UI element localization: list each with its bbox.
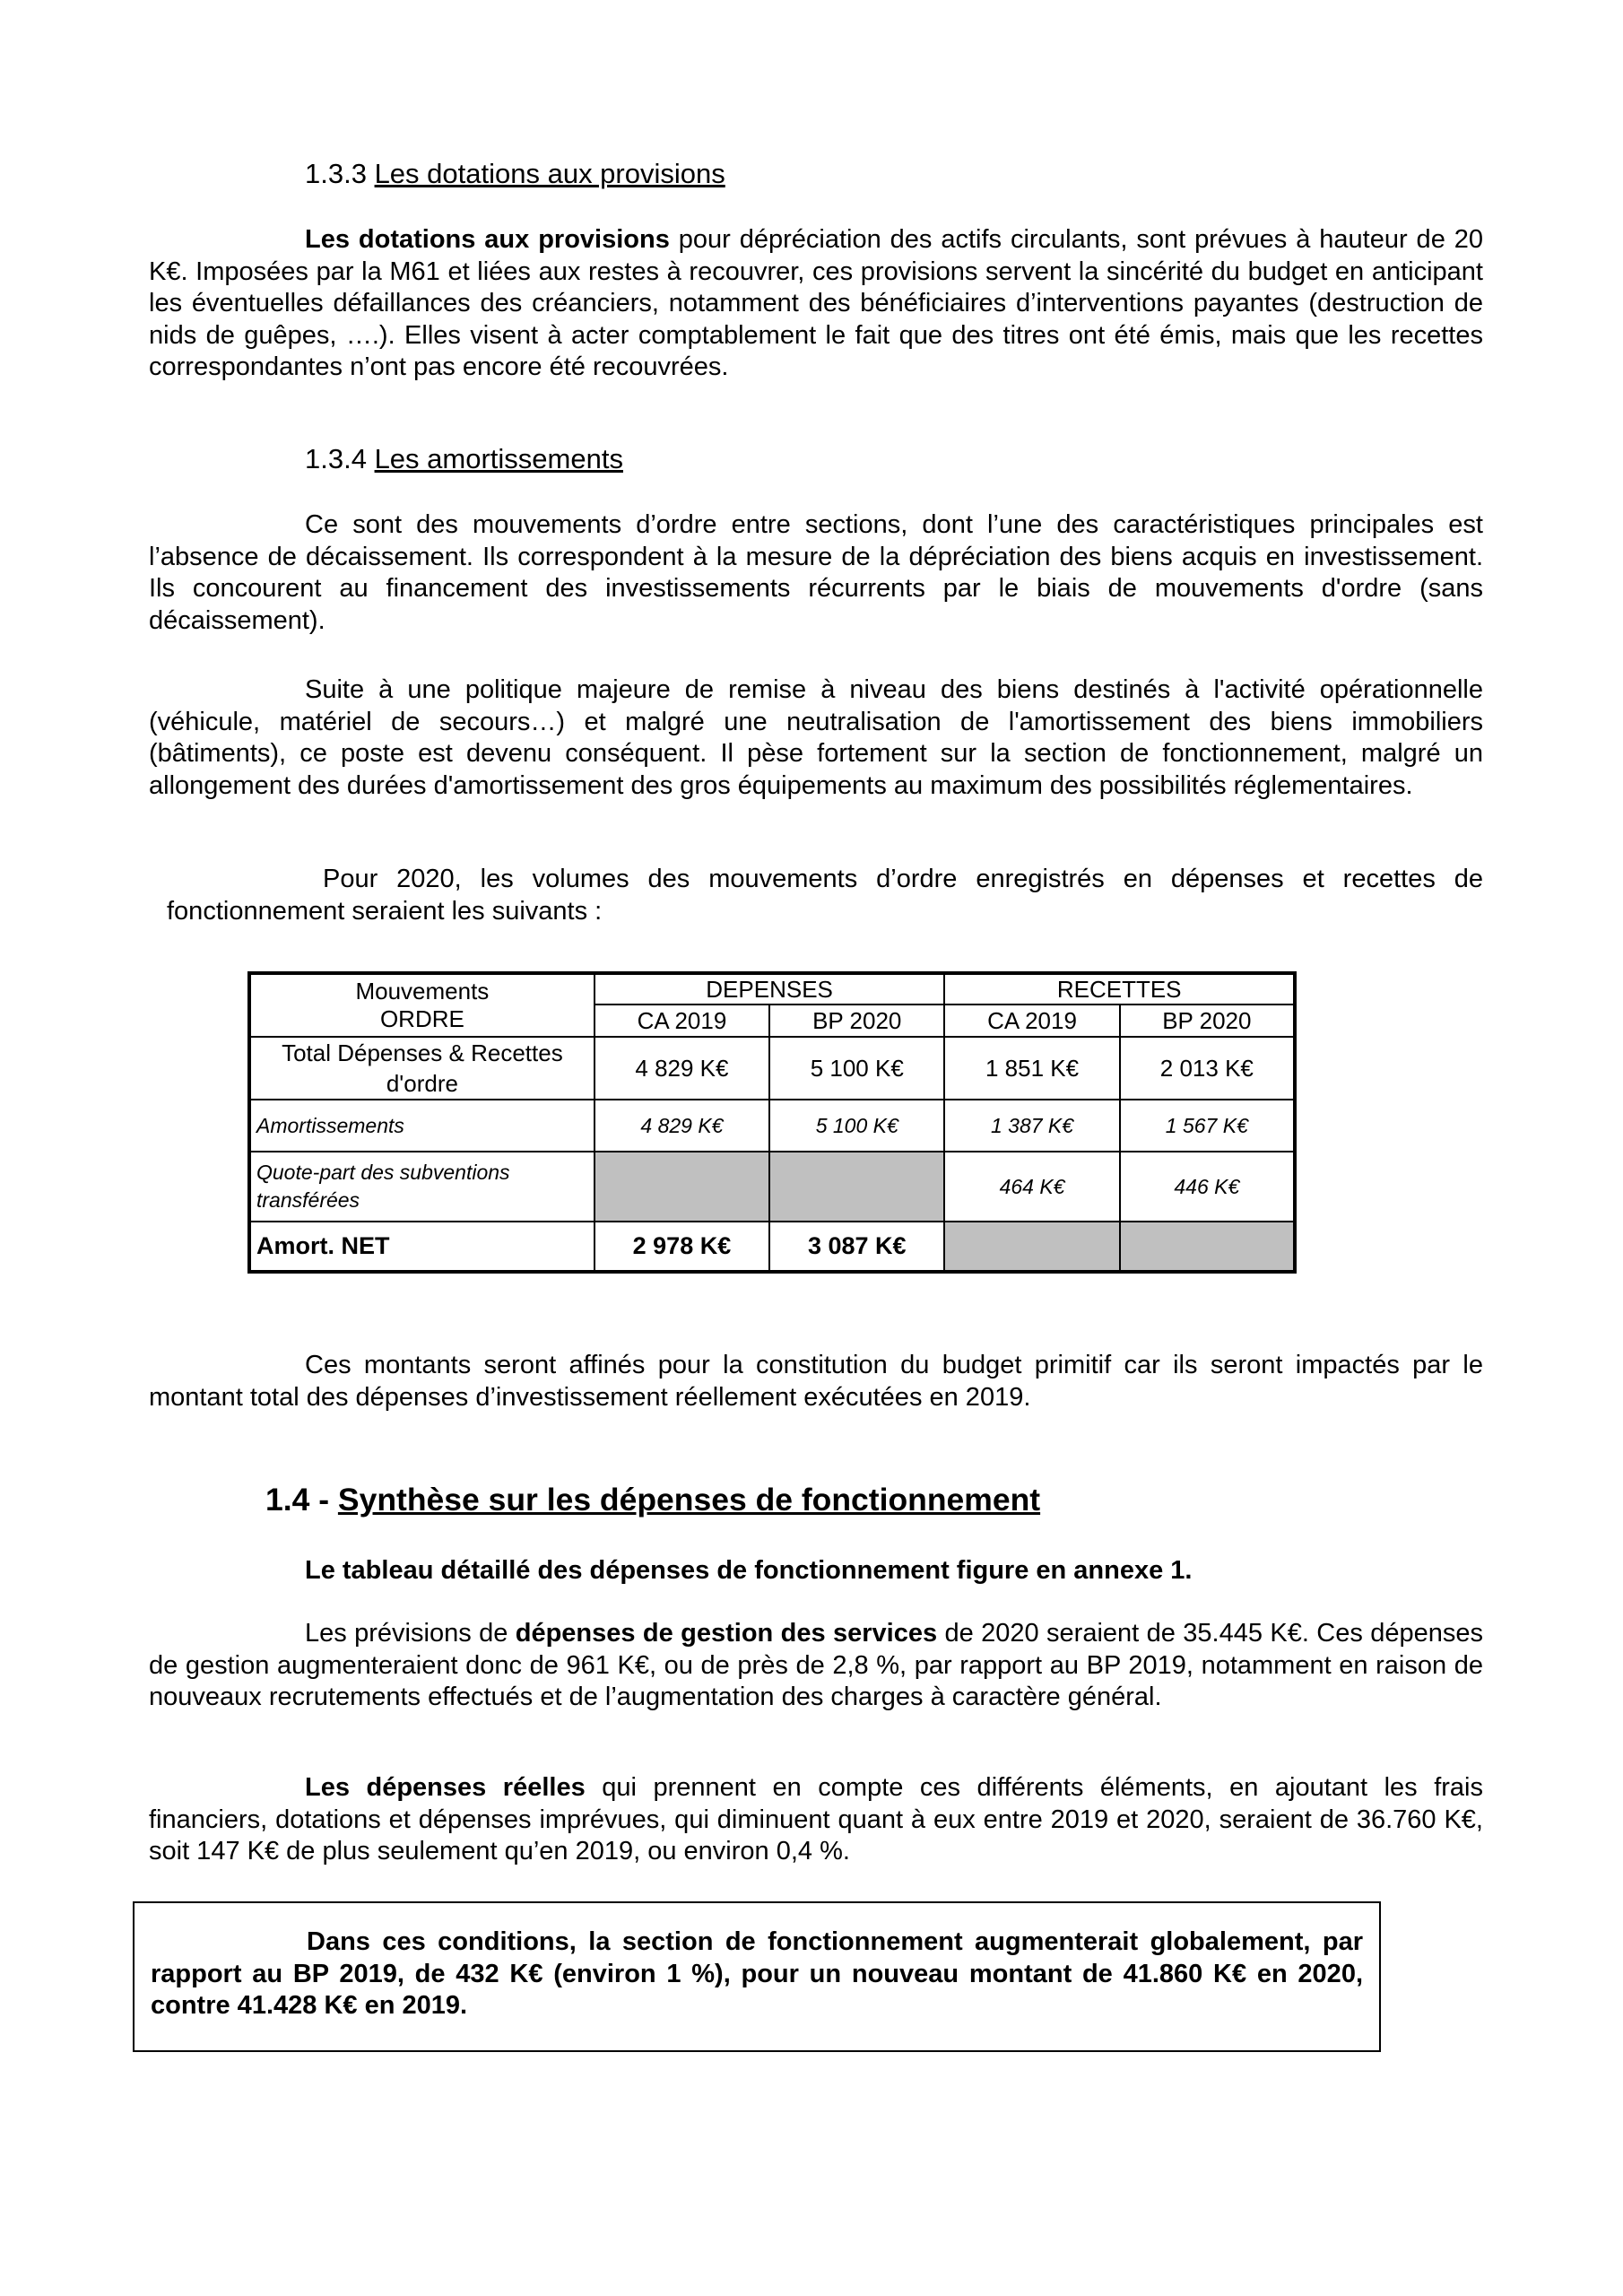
corner-line-1: Mouvements	[355, 978, 490, 1004]
subheader-cell: BP 2020	[769, 1004, 944, 1037]
table-row-amort-net	[249, 1222, 1295, 1272]
empty-grey-cell	[944, 1222, 1119, 1272]
section-heading-1-3-4	[305, 443, 623, 475]
paragraph-depenses-reelles	[149, 1772, 1483, 1868]
subheader-cell: BP 2020	[1120, 1004, 1295, 1037]
paragraph-text: pour dépréciation des actifs circulants, sont prévues à hauteur de 20 K€. Imposées par la M61 et liées aux restes à recouvrer, ces provisions servent la sincérité du budget en anticipant les éventuelles défaillances des créanciers, notamment des bénéficiaires d’interventions payantes (destruction de nids de guêpes, ….). Elles visent à acter comptablement le fait que des titres ont été émis, mais que les recettes correspondantes n’ont pas encore été recouvrées.	[149, 225, 1483, 381]
table-cell: 4 829 K€	[595, 1037, 769, 1100]
ordre-table	[247, 971, 1297, 1274]
section-title: Les dotations aux provisions	[374, 158, 725, 189]
row-label: Total Dépenses & Recettes d'ordre	[249, 1037, 595, 1100]
table-cell: 2 978 K€	[595, 1222, 769, 1272]
section-title: Synthèse sur les dépenses de fonctionnement	[337, 1482, 1041, 1518]
paragraph-text: Pour 2020, les volumes des mouvements d’ordre enregistrés en dépenses et recettes de fonctionnement seraient les suivants :	[167, 865, 1483, 926]
subheader-cell: CA 2019	[944, 1004, 1119, 1037]
conclusion-text: Dans ces conditions, la section de fonctionnement augmenterait globalement, par rapport au BP 2019, de 432 K€ (environ 1 %), pour un nouveau montant de 41.860 K€ en 2020, contre 41.428 K€ en 2019.	[151, 1927, 1363, 2020]
paragraph-text: Ce sont des mouvements d’ordre entre sections, dont l’une des caractéristiques principales est l’absence de décaissement. Ils correspondent à la mesure de la dépréciation des biens acquis en investissement. Ils concourent au financement des investissements récurrents par le biais de mouvements d'ordre (sans décaissement).	[149, 510, 1483, 635]
table-cell: 5 100 K€	[769, 1100, 944, 1152]
row-label: Amortissements	[249, 1100, 595, 1152]
section-title: Les amortissements	[374, 443, 623, 474]
section-heading-1-4	[265, 1482, 1040, 1518]
table-cell: 1 387 K€	[944, 1100, 1119, 1152]
section-heading-1-3-3	[305, 158, 725, 190]
section-number: 1.3.4	[305, 443, 375, 474]
paragraph-text: Suite à une politique majeure de remise à niveau des biens destinés à l'activité opérationnelle (véhicule, matériel de secours…) et malgré une neutralisation de l'amortissement des biens immobiliers (bâtiments), ce poste est devenu conséquent. Il pèse fortement sur la section de fonctionnement, malgré un allongement des durées d'amortissement des gros équipements au maximum des possibilités réglementaires.	[149, 675, 1483, 800]
empty-grey-cell	[595, 1152, 769, 1222]
row-label: Quote-part des subventions transférées	[249, 1152, 595, 1222]
table-cell: 5 100 K€	[769, 1037, 944, 1100]
paragraph-text: Ces montants seront affinés pour la constitution du budget primitif car ils seront impactés par le montant total des dépenses d’investissement réellement exécutées en 2019.	[149, 1351, 1483, 1412]
bold-term: Les dotations aux provisions	[305, 225, 670, 254]
table-row-quote-part	[249, 1152, 1295, 1222]
annex-text: Le tableau détaillé des dépenses de fonctionnement figure en annexe 1.	[305, 1556, 1193, 1585]
section-number: 1.4 -	[265, 1482, 338, 1518]
table-cell: 4 829 K€	[595, 1100, 769, 1152]
empty-grey-cell	[1120, 1222, 1295, 1272]
empty-grey-cell	[769, 1152, 944, 1222]
paragraph-provisions	[149, 224, 1483, 384]
corner-line-2: ORDRE	[379, 1005, 464, 1032]
bold-term: Les dépenses réelles	[305, 1773, 586, 1802]
section-number: 1.3.3	[305, 158, 375, 189]
table-corner-label	[249, 973, 595, 1037]
paragraph-text: qui prennent en compte ces différents éléments, en ajoutant les frais financiers, dotations et dépenses imprévues, qui diminuent quant à eux entre 2019 et 2020, seraient de 36.760 K€, soit 147 K€ de plus seulement qu’en 2019, ou environ 0,4 %.	[149, 1773, 1483, 1866]
table-row-amortissements	[249, 1100, 1295, 1152]
paragraph-after-table	[149, 1350, 1483, 1413]
table-cell: 464 K€	[944, 1152, 1119, 1222]
header-depenses: DEPENSES	[595, 973, 945, 1004]
row-label: Amort. NET	[249, 1222, 595, 1272]
annex-note	[149, 1555, 1483, 1587]
paragraph-amortissements-3	[167, 864, 1483, 927]
table-row-total	[249, 1037, 1295, 1100]
table-cell: 446 K€	[1120, 1152, 1295, 1222]
paragraph-text: de 2020 seraient de 35.445 K€. Ces dépenses de gestion augmenteraient donc de 961 K€, ou de près de 2,8 %, par rapport au BP 2019, notamment en raison de nouveaux recrutements effectués et de l’augmentation des charges à caractère général.	[149, 1619, 1483, 1711]
header-recettes: RECETTES	[944, 973, 1295, 1004]
bold-term: dépenses de gestion des services	[515, 1619, 938, 1648]
table-cell: 3 087 K€	[769, 1222, 944, 1272]
paragraph-amortissements-1	[149, 509, 1483, 637]
paragraph-amortissements-2	[149, 674, 1483, 802]
conclusion-box	[133, 1901, 1381, 2052]
table-cell: 1 567 K€	[1120, 1100, 1295, 1152]
paragraph-gestion	[149, 1618, 1483, 1714]
table-cell: 1 851 K€	[944, 1037, 1119, 1100]
subheader-cell: CA 2019	[595, 1004, 769, 1037]
table-cell: 2 013 K€	[1120, 1037, 1295, 1100]
paragraph-text: Les prévisions de	[305, 1619, 516, 1648]
